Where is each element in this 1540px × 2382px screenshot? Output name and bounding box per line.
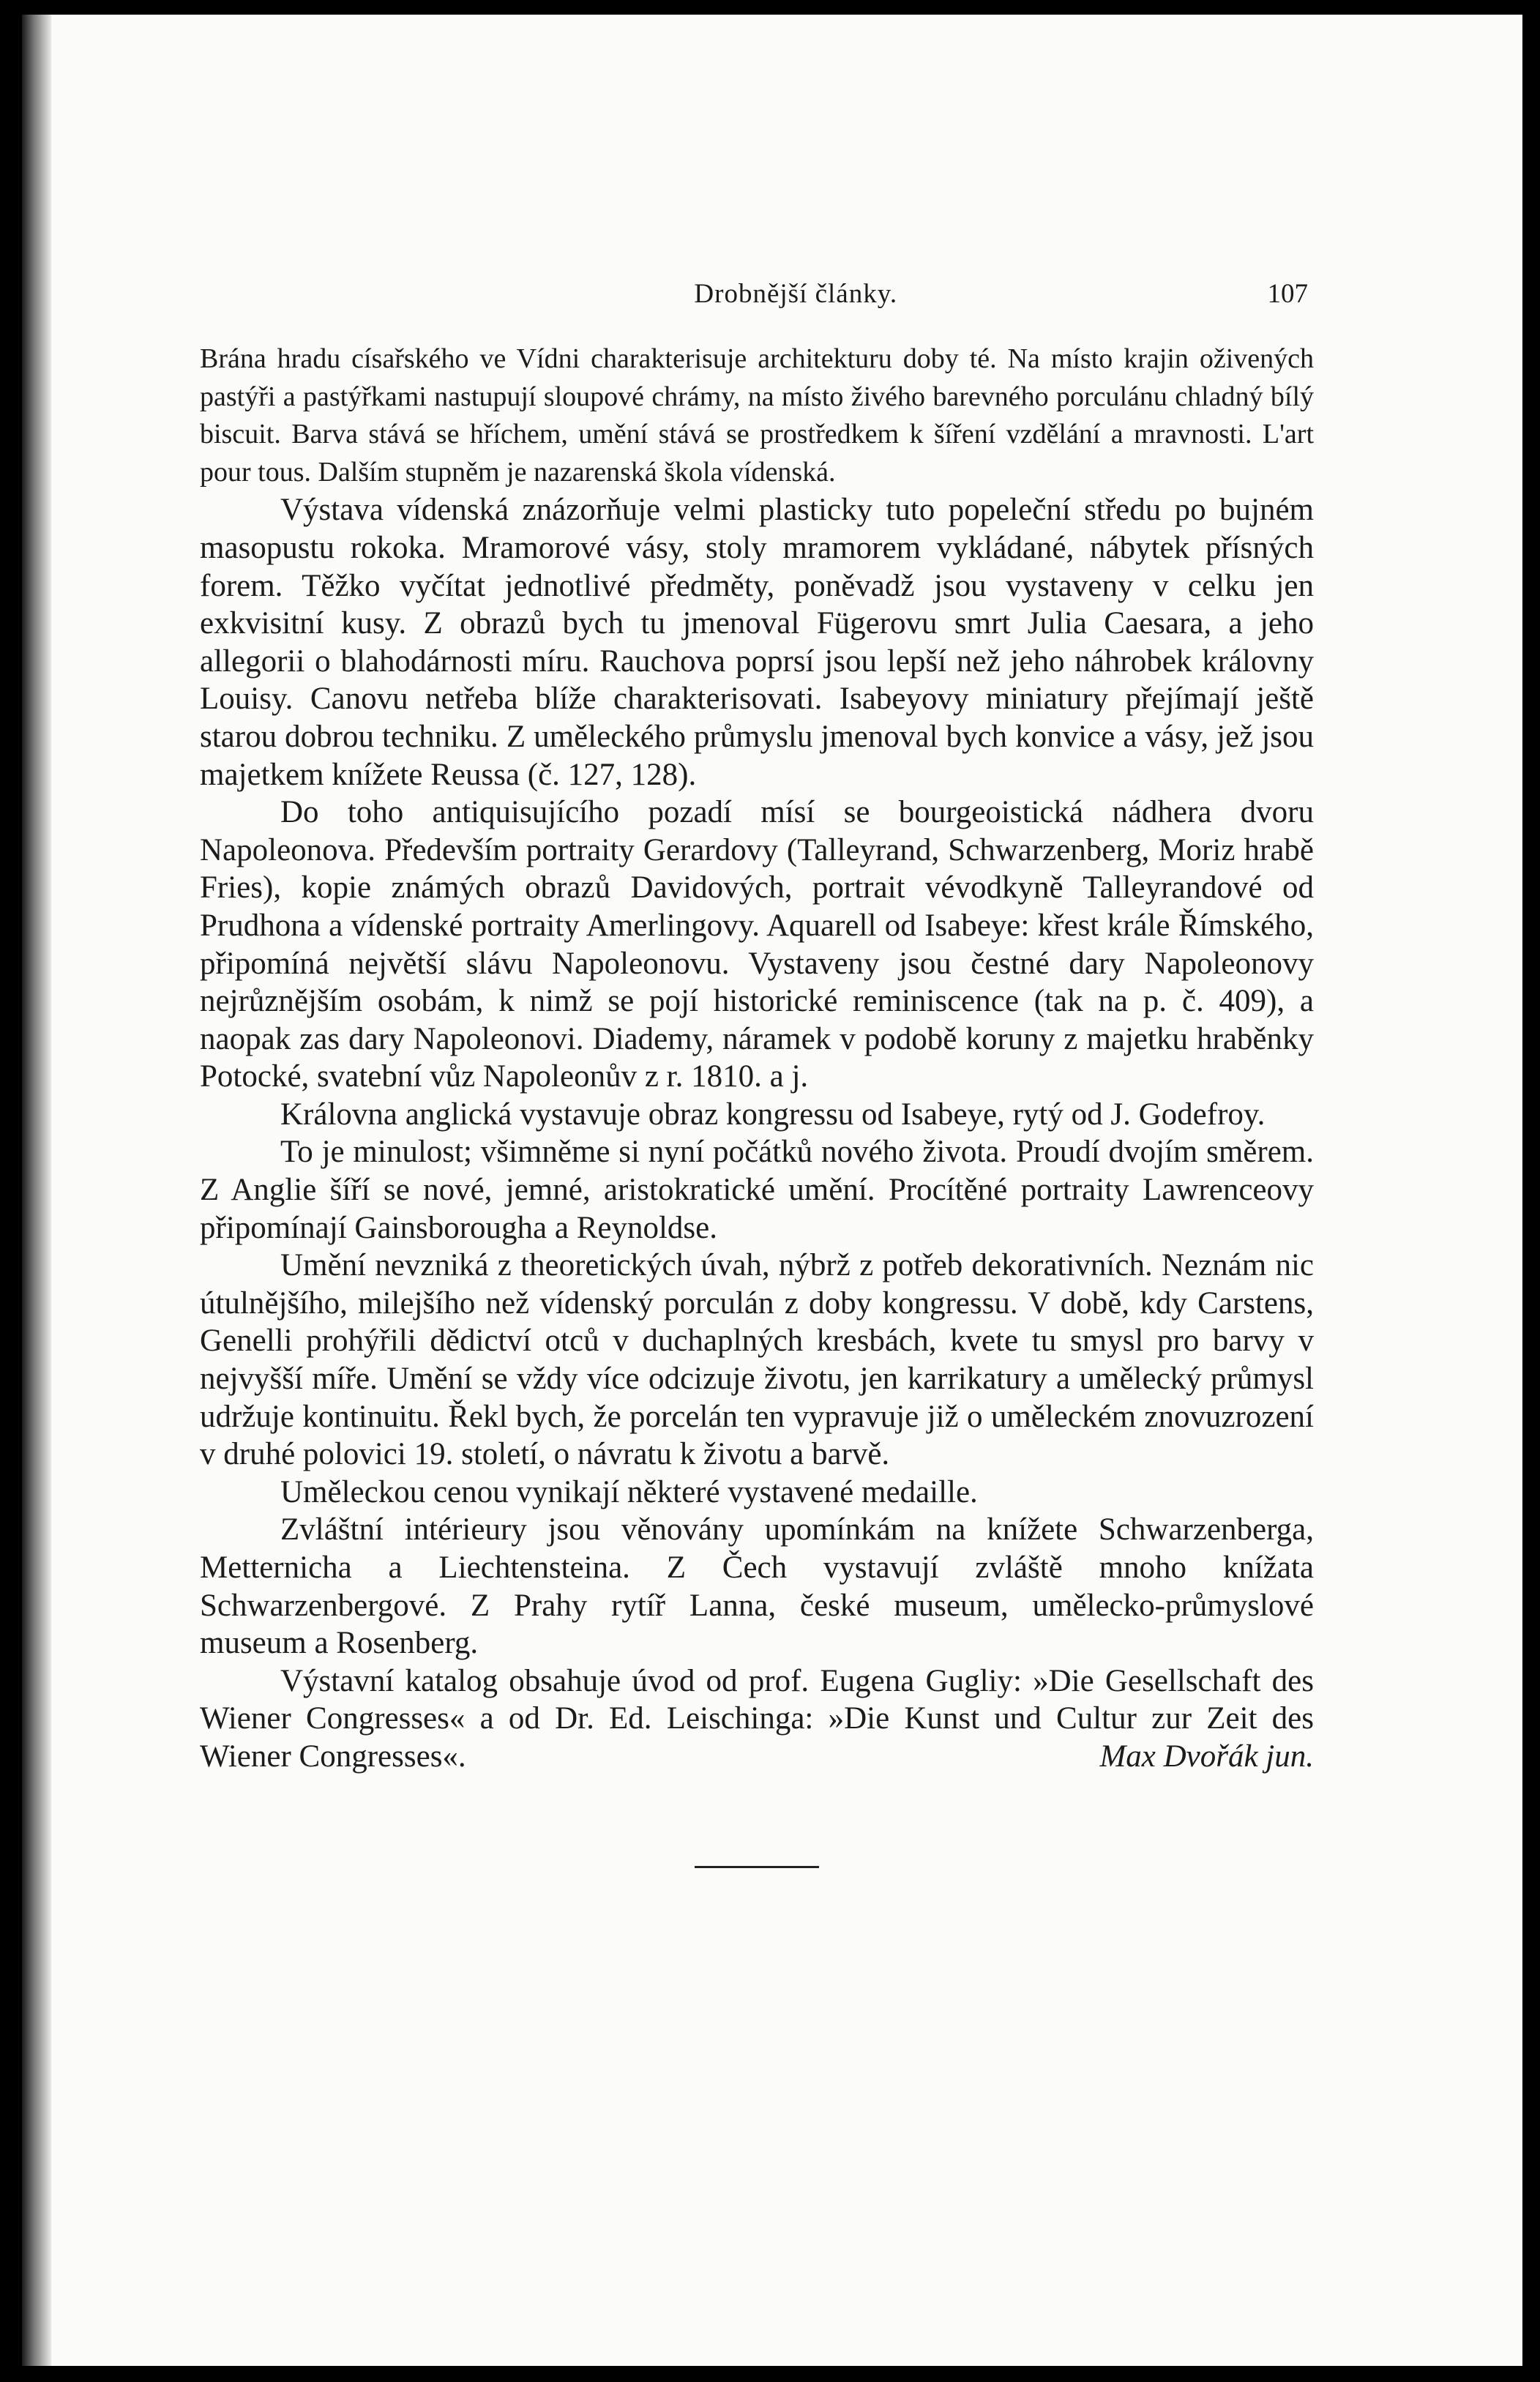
paragraph-6: Umění nevzniká z theoretických úvah, nýbrž z potřeb dekorativních. Neznám nic útulnějšího, milejšího než vídenský porculán z doby kongressu. V době, kdy Carstens, Genelli prohýřili dědictví otců v duchaplných kresbách, kvete tu smysl pro barvy v nejvyšší míře. Umění se vždy více odcizuje životu, jen karrikatury a umělecký průmysl udržuje kontinuitu. Řekl bych, že porcelán ten vypravuje již o uměleckém znovuzrození v druhé polovici 19. století, o návratu k životu a barvě.	[200, 1248, 1314, 1472]
paragraph-5: To je minulost; všimněme si nyní počátků nového života. Proudí dvojím směrem. Z Anglie šíří se nové, jemné, aristokratické umění. Procítěné portraity Lawrenceovy připomínají Gainsborougha a Reynoldse.	[200, 1135, 1314, 1245]
paragraph-3: Do toho antiquisujícího pozadí mísí se bourgeoistická nádhera dvoru Napoleonova. Především portraity Gerardovy (Talleyrand, Schwarzenberg, Moriz hrabě Fries), kopie známých obrazů Davidových, portrait vévodkyně Talleyrandové od Prudhona a vídenské portraity Amerlingovy. Aquarell od Isabeye: křest krále Římského, připomíná největší slávu Napoleonovu. Vystaveny jsou čestné dary Napoleonovy nejrůznějším osobám, k nimž se pojí historické reminiscence (tak na p. č. 409), a naopak zas dary Napoleonovi. Diademy, náramek v podobě koruny z majetku hraběnky Potocké, svatební vůz Napoleonův z r. 1810. a j.	[200, 795, 1314, 1094]
paragraph-8: Zvláštní intérieury jsou věnovány upomínkám na knížete Schwarzenberga, Metternicha a Liechtensteina. Z Čech vystavují zvláště mnoho knížata Schwarzenbergové. Z Prahy rytíř Lanna, české museum, umělecko-průmyslové museum a Rosenberg.	[200, 1512, 1314, 1661]
paragraph-9	[200, 1662, 1314, 1776]
page-number: 107	[1267, 279, 1308, 309]
paragraph-7: Uměleckou cenou vynikají některé vystavené medaille.	[280, 1474, 978, 1509]
closing-rule	[695, 1866, 819, 1868]
paragraph-1: Brána hradu císařského ve Vídni charakterisuje architekturu doby té. Na místo krajin oživených pastýři a pastýřkami nastupují sloupové chrámy, na místo živého barevného porculánu chladný bílý biscuit. Barva stává se hříchem, umění stává se prostředkem k šíření vzdělání a mravnosti. L'art pour tous. Dalším stupněm je nazarenská škola vídenská.	[200, 343, 1314, 488]
paragraph-2: Výstava vídenská znázorňuje velmi plasticky tuto popeleční středu po bujném masopustu rokoka. Mramorové vásy, stoly mramorem vykládané, nábytek přísných forem. Těžko vyčítat jednotlivé předměty, poněvadž jsou vystaveny v celku jen exkvisitní kusy. Z obrazů bych tu jmenoval Fügerovu smrt Julia Caesara, a jeho allegorii o blahodárnosti míru. Rauchova poprsí jsou lepší než jeho náhrobek královny Louisy. Canovu netřeba blíže charakterisovati. Isabeyovy miniatury přejímají ještě starou dobrou techniku. Z uměleckého průmyslu jmenoval bych konvice a vásy, jež jsou majetkem knížete Reussa (č. 127, 128).	[200, 493, 1314, 792]
paragraph-9-text: Výstavní katalog obsahuje úvod od prof. Eugena Gugliy: »Die Gesellschaft des Wiener Congresses« a od Dr. Ed. Leischinga: »Die Kunst und Cultur zur Zeit des Wiener Congresses«.	[200, 1663, 1314, 1774]
running-header	[200, 278, 1308, 310]
author-signature: Max Dvořák jun.	[1099, 1739, 1314, 1774]
paragraph-4: Královna anglická vystavuje obraz kongressu od Isabeye, rytý od J. Godefroy.	[280, 1097, 1266, 1132]
article-body	[200, 340, 1314, 1776]
running-title: Drobnější články.	[694, 279, 898, 309]
book-spine-shadow	[22, 15, 51, 2366]
page-content	[200, 278, 1314, 1868]
page-sheet	[22, 15, 1522, 2366]
